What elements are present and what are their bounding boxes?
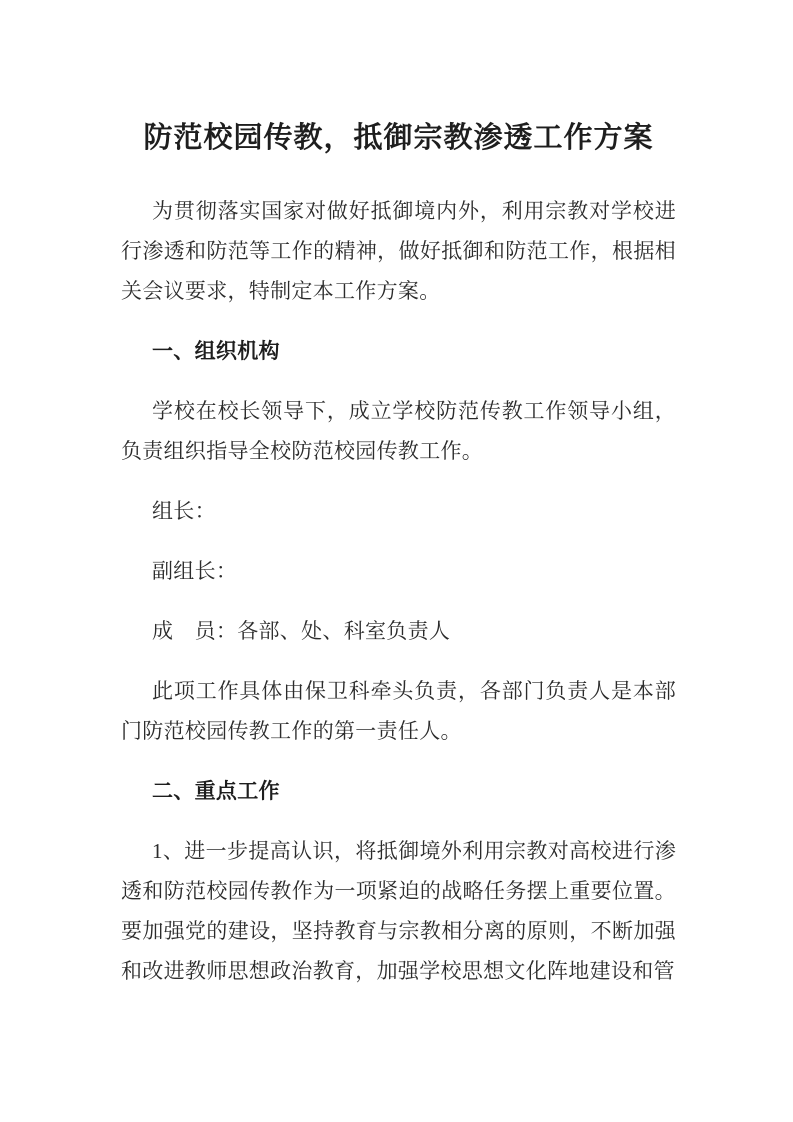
line-group-leader: 组长： xyxy=(152,499,216,523)
paragraph-intro: 为贯彻落实国家对做好抵御境内外，利用宗教对学校进行渗透和防范等工作的精神，做好抵御和防范工作，根据相关会议要求，特制定本工作方案。 xyxy=(121,199,676,303)
document-body xyxy=(121,191,676,991)
section-heading-organization: 一、组织机构 xyxy=(152,339,280,363)
line-members: 成 员：各部、处、科室负责人 xyxy=(152,619,451,643)
line-deputy-leader: 副组长： xyxy=(152,559,238,583)
section-heading-key-work: 二、重点工作 xyxy=(152,779,280,803)
paragraph-responsibility: 此项工作具体由保卫科牵头负责，各部门负责人是本部门防范校园传教工作的第一责任人。 xyxy=(121,679,676,743)
paragraph-leading-group: 学校在校长领导下，成立学校防范传教工作领导小组，负责组织指导全校防范校园传教工作。 xyxy=(121,399,676,463)
paragraph-key-work-item-1: 1、进一步提高认识，将抵御境外利用宗教对高校进行渗透和防范校园传教作为一项紧迫的战略任务摆上重要位置。要加强党的建设，坚持教育与宗教相分离的原则，不断加强和改进教师思想政治教育，加强学校思想文化阵地建设和管 xyxy=(121,839,676,983)
document-title: 防范校园传教，抵御宗教渗透工作方案 xyxy=(143,122,654,154)
